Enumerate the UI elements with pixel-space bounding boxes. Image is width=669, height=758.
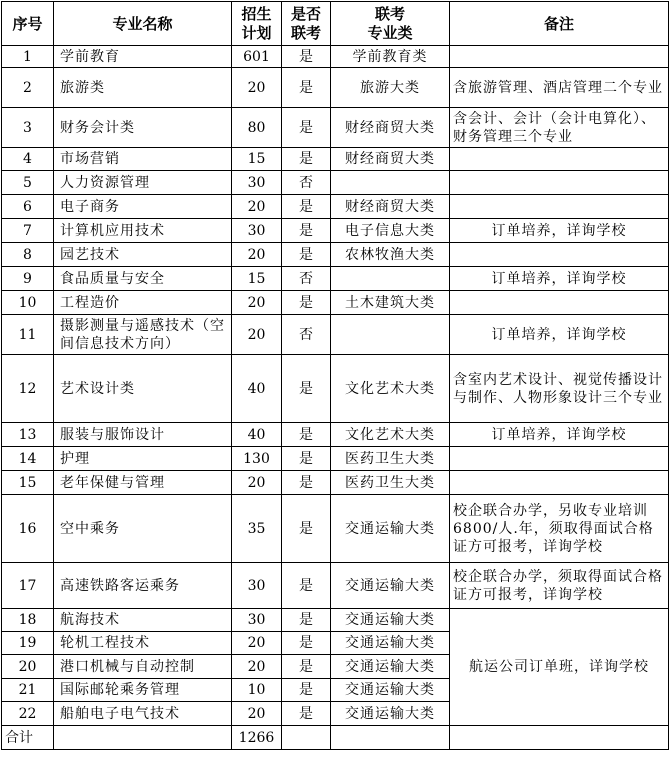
table-row xyxy=(2,609,669,632)
joint-exam: 是 xyxy=(282,632,331,655)
joint-exam: 是 xyxy=(282,291,331,315)
table-row xyxy=(2,243,669,267)
row-index: 8 xyxy=(2,243,54,267)
table-row xyxy=(2,355,669,423)
total-label: 合计 xyxy=(2,726,54,750)
exam-category: 财经商贸大类 xyxy=(331,195,450,219)
exam-category: 医药卫生大类 xyxy=(331,471,450,495)
total-empty-cat xyxy=(331,726,450,750)
major-name: 空中乘务 xyxy=(54,495,232,563)
enrollment-plan: 130 xyxy=(232,447,282,471)
remarks: 含会计、会计（会计电算化）、财务管理三个专业 xyxy=(450,108,669,148)
exam-category xyxy=(331,171,450,195)
major-name: 国际邮轮乘务管理 xyxy=(54,679,232,702)
enrollment-plan: 20 xyxy=(232,471,282,495)
exam-category: 交通运输大类 xyxy=(331,679,450,702)
enrollment-plan: 15 xyxy=(232,267,282,291)
exam-category: 旅游大类 xyxy=(331,68,450,108)
header-cat-text: 联考 专业类 xyxy=(367,4,413,42)
major-name: 老年保健与管理 xyxy=(54,471,232,495)
remarks xyxy=(450,447,669,471)
major-name: 护理 xyxy=(54,447,232,471)
remarks xyxy=(450,171,669,195)
enrollment-plan: 40 xyxy=(232,355,282,423)
total-empty-name xyxy=(54,726,232,750)
table-row xyxy=(2,423,669,447)
exam-category: 财经商贸大类 xyxy=(331,108,450,148)
joint-exam: 是 xyxy=(282,495,331,563)
exam-category xyxy=(331,315,450,355)
table-row xyxy=(2,267,669,291)
row-index: 3 xyxy=(2,108,54,148)
row-index: 2 xyxy=(2,68,54,108)
joint-exam: 是 xyxy=(282,68,331,108)
enrollment-plan: 20 xyxy=(232,291,282,315)
joint-exam: 是 xyxy=(282,219,331,243)
major-name: 摄影测量与遥感技术（空间信息技术方向） xyxy=(54,315,232,355)
joint-exam: 是 xyxy=(282,243,331,267)
enrollment-plan: 20 xyxy=(232,632,282,655)
joint-exam: 是 xyxy=(282,447,331,471)
table-row xyxy=(2,219,669,243)
enrollment-plan: 20 xyxy=(232,243,282,267)
remarks: 含旅游管理、酒店管理二个专业 xyxy=(450,68,669,108)
row-index: 4 xyxy=(2,148,54,171)
enrollment-plan: 80 xyxy=(232,108,282,148)
enrollment-table-container xyxy=(1,1,669,750)
table-row xyxy=(2,68,669,108)
table-row xyxy=(2,148,669,171)
table-row xyxy=(2,315,669,355)
major-name: 轮机工程技术 xyxy=(54,632,232,655)
table-row xyxy=(2,108,669,148)
major-name: 市场营销 xyxy=(54,148,232,171)
remarks: 订单培养，详询学校 xyxy=(450,423,669,447)
total-empty-joint xyxy=(282,726,331,750)
row-index: 5 xyxy=(2,171,54,195)
table-row xyxy=(2,447,669,471)
remarks xyxy=(450,291,669,315)
table-row xyxy=(2,495,669,563)
major-name: 船舶电子电气技术 xyxy=(54,702,232,726)
major-name: 高速铁路客运乘务 xyxy=(54,563,232,609)
joint-exam: 是 xyxy=(282,655,331,679)
row-index: 10 xyxy=(2,291,54,315)
header-enrollment-plan xyxy=(232,2,282,46)
exam-category: 交通运输大类 xyxy=(331,655,450,679)
row-index: 15 xyxy=(2,471,54,495)
row-index: 6 xyxy=(2,195,54,219)
remarks xyxy=(450,46,669,68)
major-name: 财务会计类 xyxy=(54,108,232,148)
exam-category: 学前教育类 xyxy=(331,46,450,68)
enrollment-plan: 10 xyxy=(232,679,282,702)
major-name: 航海技术 xyxy=(54,609,232,632)
joint-exam: 否 xyxy=(282,267,331,291)
major-name: 学前教育 xyxy=(54,46,232,68)
table-row xyxy=(2,471,669,495)
major-name: 食品质量与安全 xyxy=(54,267,232,291)
enrollment-plan: 20 xyxy=(232,68,282,108)
enrollment-plan: 30 xyxy=(232,563,282,609)
row-index: 9 xyxy=(2,267,54,291)
exam-category: 土木建筑大类 xyxy=(331,291,450,315)
remarks: 订单培养，详询学校 xyxy=(450,315,669,355)
joint-exam: 是 xyxy=(282,46,331,68)
joint-exam: 是 xyxy=(282,563,331,609)
joint-exam: 否 xyxy=(282,315,331,355)
row-index: 17 xyxy=(2,563,54,609)
joint-exam: 是 xyxy=(282,195,331,219)
remarks-merged: 航运公司订单班，详询学校 xyxy=(450,609,669,726)
major-name: 艺术设计类 xyxy=(54,355,232,423)
row-index: 11 xyxy=(2,315,54,355)
major-name: 工程造价 xyxy=(54,291,232,315)
header-plan-text: 招生 计划 xyxy=(241,4,272,42)
row-index: 22 xyxy=(2,702,54,726)
table-row xyxy=(2,563,669,609)
joint-exam: 否 xyxy=(282,171,331,195)
header-index: 序号 xyxy=(2,2,54,46)
enrollment-plan: 30 xyxy=(232,171,282,195)
row-index: 20 xyxy=(2,655,54,679)
exam-category: 交通运输大类 xyxy=(331,632,450,655)
row-index: 19 xyxy=(2,632,54,655)
major-name: 旅游类 xyxy=(54,68,232,108)
remarks: 校企联合办学，须取得面试合格证方可报考，详询学校 xyxy=(450,563,669,609)
total-plan: 1266 xyxy=(232,726,282,750)
enrollment-plan: 15 xyxy=(232,148,282,171)
exam-category: 交通运输大类 xyxy=(331,563,450,609)
exam-category: 交通运输大类 xyxy=(331,702,450,726)
remarks: 订单培养，详询学校 xyxy=(450,219,669,243)
header-remarks: 备注 xyxy=(450,2,669,46)
exam-category: 交通运输大类 xyxy=(331,609,450,632)
exam-category: 电子信息大类 xyxy=(331,219,450,243)
exam-category: 医药卫生大类 xyxy=(331,447,450,471)
header-row xyxy=(2,2,669,46)
table-row xyxy=(2,46,669,68)
row-index: 13 xyxy=(2,423,54,447)
row-index: 14 xyxy=(2,447,54,471)
header-joint-exam xyxy=(282,2,331,46)
enrollment-table xyxy=(1,1,669,750)
enrollment-plan: 35 xyxy=(232,495,282,563)
joint-exam: 是 xyxy=(282,609,331,632)
row-index: 18 xyxy=(2,609,54,632)
header-exam-category xyxy=(331,2,450,46)
remarks: 订单培养，详询学校 xyxy=(450,267,669,291)
row-index: 1 xyxy=(2,46,54,68)
header-joint-text: 是否 联考 xyxy=(290,4,321,42)
major-name: 园艺技术 xyxy=(54,243,232,267)
header-major-name: 专业名称 xyxy=(54,2,232,46)
major-name: 服装与服饰设计 xyxy=(54,423,232,447)
joint-exam: 是 xyxy=(282,702,331,726)
remarks: 含室内艺术设计、视觉传播设计与制作、人物形象设计三个专业 xyxy=(450,355,669,423)
joint-exam: 是 xyxy=(282,108,331,148)
enrollment-plan: 30 xyxy=(232,219,282,243)
table-row xyxy=(2,195,669,219)
enrollment-plan: 20 xyxy=(232,195,282,219)
enrollment-plan: 30 xyxy=(232,609,282,632)
total-empty-note xyxy=(450,726,669,750)
major-name: 电子商务 xyxy=(54,195,232,219)
exam-category xyxy=(331,267,450,291)
row-index: 7 xyxy=(2,219,54,243)
total-row xyxy=(2,726,669,750)
exam-category: 文化艺术大类 xyxy=(331,355,450,423)
joint-exam: 是 xyxy=(282,423,331,447)
remarks xyxy=(450,471,669,495)
enrollment-plan: 20 xyxy=(232,702,282,726)
remarks xyxy=(450,148,669,171)
enrollment-plan: 20 xyxy=(232,315,282,355)
row-index: 21 xyxy=(2,679,54,702)
remarks: 校企联合办学，另收专业培训6800/人.年，须取得面试合格证方可报考，详询学校 xyxy=(450,495,669,563)
row-index: 16 xyxy=(2,495,54,563)
table-row xyxy=(2,291,669,315)
row-index: 12 xyxy=(2,355,54,423)
joint-exam: 是 xyxy=(282,148,331,171)
major-name: 港口机械与自动控制 xyxy=(54,655,232,679)
table-row xyxy=(2,171,669,195)
remarks xyxy=(450,195,669,219)
remarks xyxy=(450,243,669,267)
exam-category: 交通运输大类 xyxy=(331,495,450,563)
exam-category: 财经商贸大类 xyxy=(331,148,450,171)
major-name: 计算机应用技术 xyxy=(54,219,232,243)
enrollment-plan: 20 xyxy=(232,655,282,679)
enrollment-plan: 40 xyxy=(232,423,282,447)
joint-exam: 是 xyxy=(282,679,331,702)
exam-category: 农林牧渔大类 xyxy=(331,243,450,267)
enrollment-plan: 601 xyxy=(232,46,282,68)
joint-exam: 是 xyxy=(282,355,331,423)
exam-category: 文化艺术大类 xyxy=(331,423,450,447)
joint-exam: 是 xyxy=(282,471,331,495)
major-name: 人力资源管理 xyxy=(54,171,232,195)
table-body xyxy=(2,46,669,750)
